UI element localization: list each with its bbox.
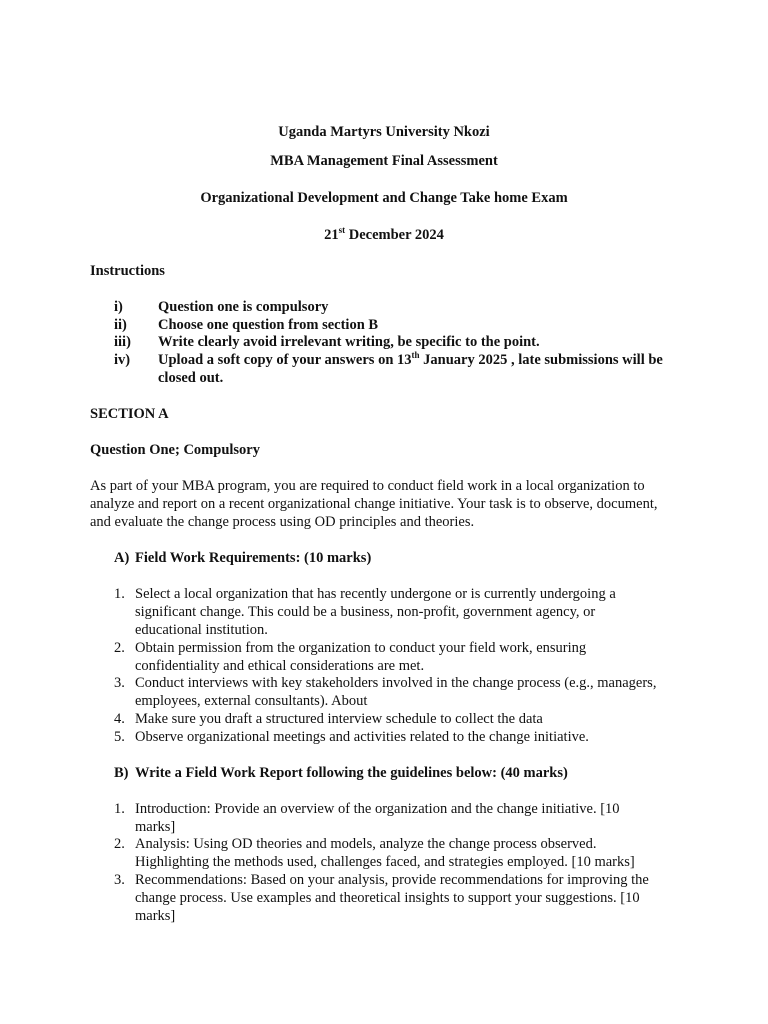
list-number: 1.	[114, 801, 125, 817]
list-item: Make sure you draft a structured interview schedule to collect the data	[135, 711, 543, 727]
instruction-text-pre: Upload a soft copy of your answers on 13	[158, 352, 412, 368]
list-number: 4.	[114, 711, 125, 727]
list-number: 5.	[114, 729, 125, 745]
instruction-marker: iii)	[114, 334, 131, 350]
list-item: Select a local organization that has recently undergone or is currently undergoing a significant change. This could be a business, non-profit, government agency, or educational institution.	[135, 586, 616, 638]
university-name: Uganda Martyrs University Nkozi	[278, 124, 490, 140]
instruction-text: Write clearly avoid irrelevant writing, be specific to the point.	[158, 334, 540, 350]
instruction-text: Question one is compulsory	[158, 299, 329, 315]
list-number: 3.	[114, 872, 125, 888]
list-number: 2.	[114, 640, 125, 656]
instruction-marker: ii)	[114, 317, 127, 333]
list-number: 2.	[114, 836, 125, 852]
exam-date	[0, 226, 768, 244]
question-one-heading: Question One; Compulsory	[90, 442, 260, 458]
section-a-heading: SECTION A	[90, 406, 169, 422]
list-item: Analysis: Using OD theories and models, analyze the change process observed. Highlighting the methods used, challenges faced, and strategies employed. [10 marks]	[135, 836, 635, 870]
instructions-heading: Instructions	[90, 263, 165, 279]
part-a-title: Field Work Requirements: (10 marks)	[135, 550, 372, 566]
instruction-text	[158, 351, 673, 387]
instruction-text-post: January 2025 , late submissions will be closed out.	[158, 352, 663, 386]
date-rest: December 2024	[345, 227, 444, 243]
part-b-label: B)	[114, 765, 129, 781]
date-day: 21	[324, 227, 339, 243]
list-item: Introduction: Provide an overview of the organization and the change initiative. [10 marks]	[135, 801, 620, 835]
list-number: 1.	[114, 586, 125, 602]
date-suffix: st	[338, 225, 346, 236]
list-number: 3.	[114, 675, 125, 691]
question-intro: As part of your MBA program, you are required to conduct field work in a local organization to analyze and report on a recent organizational change initiative. Your task is to observe, document, and evaluate the change process using OD principles and theories.	[90, 478, 658, 530]
list-item: Conduct interviews with key stakeholders involved in the change process (e.g., managers, employees, external consultants). About	[135, 675, 657, 709]
part-a-label: A)	[114, 550, 130, 566]
part-b-title: Write a Field Work Report following the guidelines below: (40 marks)	[135, 765, 568, 781]
instruction-marker: iv)	[114, 352, 131, 368]
instruction-marker: i)	[114, 299, 123, 315]
instruction-text: Choose one question from section B	[158, 317, 379, 333]
list-item: Obtain permission from the organization to conduct your field work, ensuring confidentiality and ethical considerations are met.	[135, 640, 587, 674]
program-title: MBA Management Final Assessment	[270, 153, 498, 169]
list-item: Observe organizational meetings and activities related to the change initiative.	[135, 729, 589, 745]
list-item: Recommendations: Based on your analysis, provide recommendations for improving the change process. Use examples and theoretical insights to support your suggestions. [10 marks]	[135, 872, 649, 924]
instruction-text-sup: th	[411, 350, 420, 361]
course-title: Organizational Development and Change Take home Exam	[200, 190, 568, 206]
